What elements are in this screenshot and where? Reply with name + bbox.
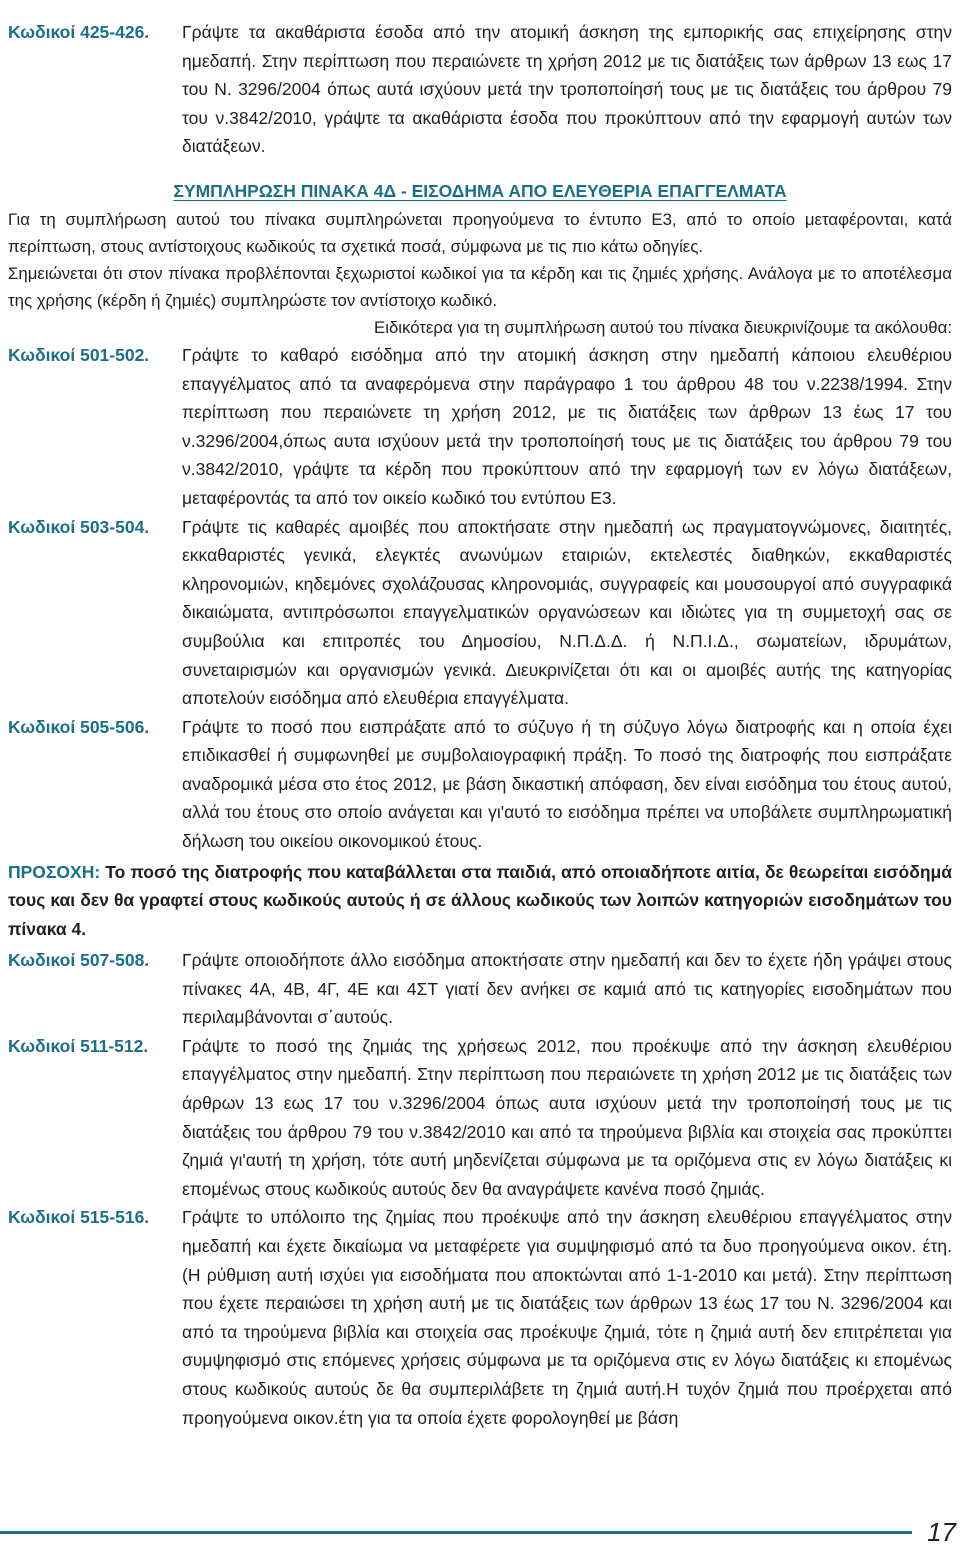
entry-text: Γράψτε το ποσό που εισπράξατε από το σύζυγο ή τη σύζυγο λόγω διατροφής και η οποία έχει επιδικασθεί ή συμφωνηθεί με συμβολαιογραφική πράξη. Το ποσό της διατροφής που εισπράξατε αναδρομικά μέσα στο έτος 2012, με βάση δικαστική απόφαση, δεν είναι εισόδημα του έτους αυτού, αλλά του έτους στο οποίο ανάγεται και γι'αυτό το εισόδημα πρέπει να υποβάλετε συμπληρωματική δήλωση του οικείου οικονομικού έτους. [182, 716, 952, 852]
code-entry-507-508 [8, 946, 952, 1032]
entry-code-label: Κωδικοί 503-504. [8, 516, 150, 537]
footer-divider [0, 1531, 912, 1534]
code-entry-505-506 [8, 713, 952, 856]
attention-text: Το ποσό της διατροφής που καταβάλλεται στα παιδιά, από οποιαδήποτε αιτία, δε θεωρείται εισόδημά τους και δεν θα γραφτεί στους κωδικούς αυτούς ή σε άλλους κωδικούς των λοιπών κατηγοριών εισοδημάτων του πίνακα 4. [8, 861, 952, 940]
entry-text: Γράψτε τα ακαθάριστα έσοδα από την ατομική άσκηση της εμπορικής σας επιχείρησης στην ημεδαπή. Στην περίπτωση που περαιώνετε τη χρήση 2012 με τις διατάξεις των άρθρων 13 εως 17 του Ν. 3296/2004 όπως αυτά ισχύουν μετά την τροποποίησή τους με τις διατάξεις του άρθρου 79 του ν.3842/2010, γράψτε τα ακαθάριστα έσοδα που προκύπτουν από την εφαρμογή αυτών των διατάξεων. [182, 22, 952, 157]
section-note-paragraph: Σημειώνεται ότι στον πίνακα προβλέπονται ξεχωριστοί κωδικοί για τα κέρδη και τις ζημιές χρήσης. Ανάλογα με το αποτέλεσμα της χρήσης (κέρδη ή ζημιές) συμπληρώστε τον αντίστοιχο κωδικό. [8, 263, 952, 310]
entry-code-label: Κωδικοί 511-512. [8, 1035, 149, 1056]
section-intro-paragraph: Για τη συμπλήρωση αυτού του πίνακα συμπληρώνεται προηγούμενα το έντυπο Ε3, από το οποίο μεταφέρονται, κατά περίπτωση, στους αντίστοιχους κωδικούς τα σχετικά ποσά, σύμφωνα με τις πιο κάτω οδηγίες. [8, 209, 952, 256]
entry-code-label: Κωδικοί 505-506. [8, 716, 150, 737]
entry-code-label: Κωδικοί 425-426. [8, 22, 150, 42]
code-entry-425-426 [8, 18, 952, 161]
section-title: ΣΥΜΠΛΗΡΩΣΗ ΠΙΝΑΚΑ 4Δ - ΕΙΣΟΔΗΜΑ ΑΠΟ ΕΛΕΥΘΕΡΙΑ ΕΠΑΓΓΕΛΜΑΤΑ [173, 180, 787, 201]
code-entry-515-516 [8, 1203, 952, 1432]
entry-text: Γράψτε τις καθαρές αμοιβές που αποκτήσατε στην ημεδαπή ως πραγματογνώμονες, διαιτητές, εκκαθαριστές γενικά, ελεγκτές ανωνύμων εταιριών, εκτελεστές διαθηκών, εκκαθαριστές κληρονομιών, κηδεμόνες σχολάζουσας κληρονομιάς, συγγραφείς και μουσουργοί από συγγραφικά δικαιώματα, αντιπρόσωποι επαγγελματικών οργανώσεων και ιδιώτες για τη συμμετοχή σας σε συμβούλια και επιτροπές του Δημοσίου, Ν.Π.Δ.Δ. ή Ν.Π.Ι.Δ., σωματείων, ιδρυμάτων, συνεταιρισμών και οργανισμών γενικά. Διευκρινίζεται ότι και οι αμοιβές αυτής της κατηγορίας αποτελούν εισόδημα από ελευθέρια επαγγέλματα. [182, 516, 952, 709]
page-number: 17 [927, 1517, 956, 1547]
code-entry-501-502 [8, 341, 952, 513]
entry-code-label: Κωδικοί 515-516. [8, 1207, 150, 1228]
attention-notice [8, 858, 952, 944]
entry-text: Γράψτε το υπόλοιπο της ζημίας που προέκυψε από την άσκηση ελευθέριου επαγγέλματος στην ημεδαπή και έχετε δικαίωμα να μεταφέρετε για συμψηφισμό από τα δυο προηγούμενα οικον. έτη. (Η ρύθμιση αυτή ισχύει για εισοδήματα που αποκτώνται από 1-1-2010 και μετά). Στην περίπτωση που έχετε περαιώσει τη χρήση αυτή με τις διατάξεις των άρθρων 13 έως 17 του Ν. 3296/2004 και από τα τηρούμενα βιβλία και στοιχεία σας προέκυψε ζημιά, τότε η ζημιά αυτή δεν επιτρέπεται για συμψηφισμό στις επόμενες χρήσεις σύμφωνα με τα οριζόμενα στις εν λόγω διατάξεις κι επομένως στους κωδικούς αυτούς δε θα συμπεριλάβετε τη ζημιά αυτή.Η τυχόν ζημιά που προέρχεται από προηγούμενα οικον.έτη για τα οποία έχετε φορολογηθεί με βάση [182, 1207, 952, 1428]
entry-text: Γράψτε το καθαρό εισόδημα από την ατομική άσκηση στην ημεδαπή κάποιου ελευθέριου επαγγέλματος από τα αναφερόμενα στην παράγραφο 1 του άρθρου 48 του ν.2238/1994. Στην περίπτωση που περαιώνετε τη χρήση 2012, με τις διατάξεις των άρθρων 13 έως 17 του ν.3296/2004,όπως αυτα ισχύουν μετά την τροποποίησή τους με τις διατάξεις του άρθρου 79 του ν.3842/2010, γράψτε τα κέρδη που προκύπτουν από την εφαρμογή των εν λόγω διατάξεων, μεταφέροντάς τα από τον οικείο κωδικό του εντύπου Ε3. [182, 344, 952, 508]
code-entry-503-504 [8, 513, 952, 713]
entry-code-label: Κωδικοί 507-508. [8, 950, 150, 971]
code-entry-511-512 [8, 1032, 952, 1204]
entry-text: Γράψτε οποιοδήποτε άλλο εισόδημα αποκτήσατε στην ημεδαπή και δεν το έχετε ήδη γράψει στους πίνακες 4Α, 4Β, 4Γ, 4Ε και 4ΣΤ γιατί δεν ανήκει σε καμιά από τις κατηγορίες εισοδημάτων που περιλαμβάνονται σ΄αυτούς. [182, 950, 952, 1028]
section-details-heading: Ειδικότερα για τη συμπλήρωση αυτού του πίνακα διευκρινίζουμε τα ακόλουθα: [374, 317, 952, 337]
document-page [8, 18, 952, 1432]
entry-text: Γράψτε το ποσό της ζημιάς της χρήσεως 2012, που προέκυψε από την άσκηση ελευθέριου επαγγέλματος στην ημεδαπή. Στην περίπτωση που περαιώνετε τη χρήση 2012 με τις διατάξεις των άρθρων 13 εως 17 του ν.3296/2004 όπως αυτα ισχύουν μετά την τροποποίησή τους με τις διατάξεις του άρθρου 79 του ν.3842/2010 και από τα τηρούμενα βιβλία και στοιχεία σας προκύπτει ζημιά γι'αυτή τη χρήση, τότε αυτή μηδενίζεται σύμφωνα με τα οριζόμενα στις εν λόγω διατάξεις κι επομένως στους κωδικούς αυτούς δεν θα αναγράψετε κανένα ποσό ζημιάς. [182, 1035, 952, 1199]
attention-label: ΠΡΟΣΟΧΗ: [8, 861, 101, 882]
entry-code-label: Κωδικοί 501-502. [8, 344, 150, 365]
